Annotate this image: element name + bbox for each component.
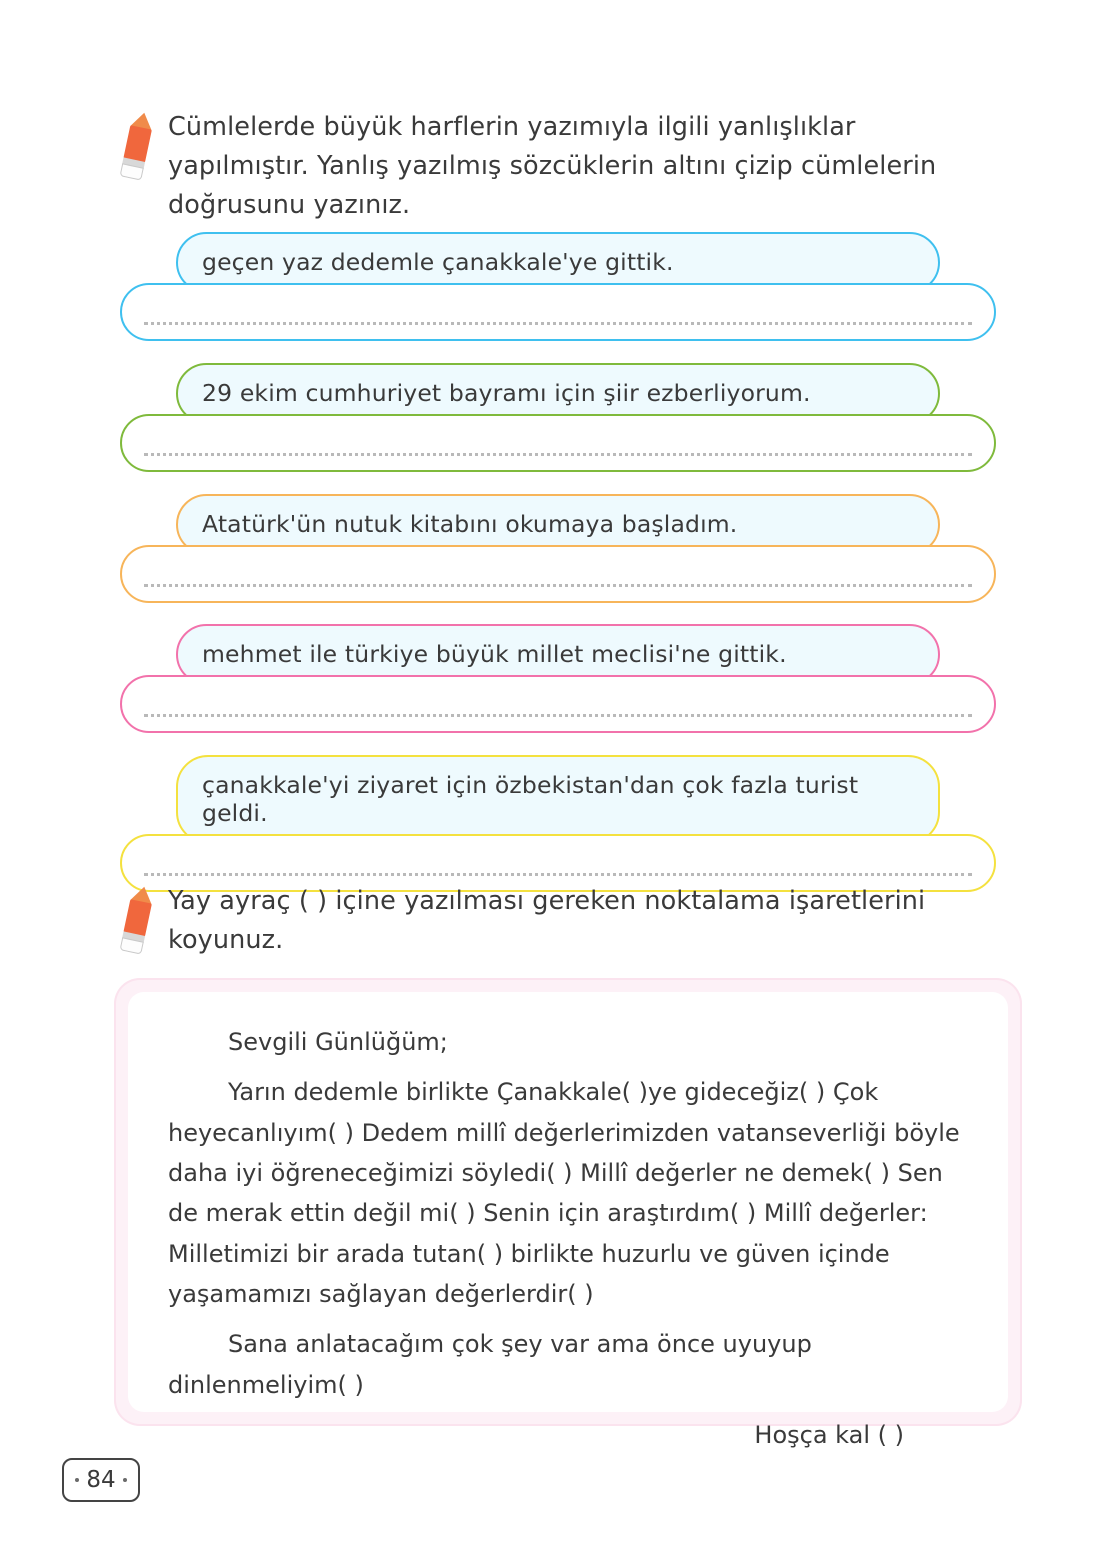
pencil-icon (113, 109, 161, 185)
diary-card (114, 978, 1022, 1449)
page-number (62, 1458, 140, 1502)
pencil-icon (113, 883, 161, 959)
answer-dots (144, 584, 972, 587)
answer-dots (144, 873, 972, 876)
dot-decoration (123, 1478, 127, 1482)
sentence-prompt-1: geçen yaz dedemle çanakkale'ye gittik. (176, 232, 940, 293)
sentence-group-3 (120, 494, 996, 603)
sentence-prompt-5: çanakkale'yi ziyaret için özbekistan'dan çok fazla turist geldi. (176, 755, 940, 844)
activity-2-instruction: Yay ayraç ( ) içine yazılması gereken noktalama işaretlerini koyunuz. (168, 886, 926, 955)
answer-line-4[interactable] (120, 675, 996, 733)
answer-line-2[interactable] (120, 414, 996, 472)
diary-paragraph-2: Sana anlatacağım çok şey var ama önce uyuyup dinlenmeliyim( ) (168, 1330, 812, 1399)
answer-dots (144, 714, 972, 717)
sentence-group-1 (120, 232, 996, 341)
answer-dots (144, 453, 972, 456)
sentence-group-2 (120, 363, 996, 472)
sentence-prompt-2: 29 ekim cumhuriyet bayramı için şiir ezberliyorum. (176, 363, 940, 424)
activity-1-instruction: Cümlelerde büyük harflerin yazımıyla ilgili yanlışlıklar yapılmıştır. Yanlış yazılmış sözcüklerin altını çizip cümlelerin doğrusunu yazınız. (168, 112, 937, 220)
activity-1 (120, 108, 970, 224)
answer-dots (144, 322, 972, 325)
activity-2 (120, 882, 970, 960)
dot-decoration (75, 1478, 79, 1482)
diary-text (128, 992, 1008, 1449)
answer-line-3[interactable] (120, 545, 996, 603)
sentence-group-4 (120, 624, 996, 733)
diary-paragraph-1: Yarın dedemle birlikte Çanakkale( )ye gideceğiz( ) Çok heyecanlıyım( ) Dedem millî değerlerimizden vatanseverliği böyle daha iyi öğreneceğimizi söyledi( ) Millî değerler ne demek( ) Sen de merak ettin değil mi( ) Senin için araştırdım( ) Millî değerler: Milletimizi bir arada tutan( ) birlikte huzurlu ve güven içinde yaşamamızı sağlayan değerlerdir( ) (168, 1078, 960, 1308)
sentence-prompt-3: Atatürk'ün nutuk kitabını okumaya başladım. (176, 494, 940, 555)
page-number-value: 84 (86, 1467, 116, 1493)
sentence-group-5 (120, 755, 996, 892)
answer-line-1[interactable] (120, 283, 996, 341)
sentence-prompt-4: mehmet ile türkiye büyük millet meclisi'ne gittik. (176, 624, 940, 685)
diary-closing: Hoşça kal ( ) (754, 1420, 904, 1449)
diary-greeting: Sevgili Günlüğüm; (228, 1028, 448, 1056)
